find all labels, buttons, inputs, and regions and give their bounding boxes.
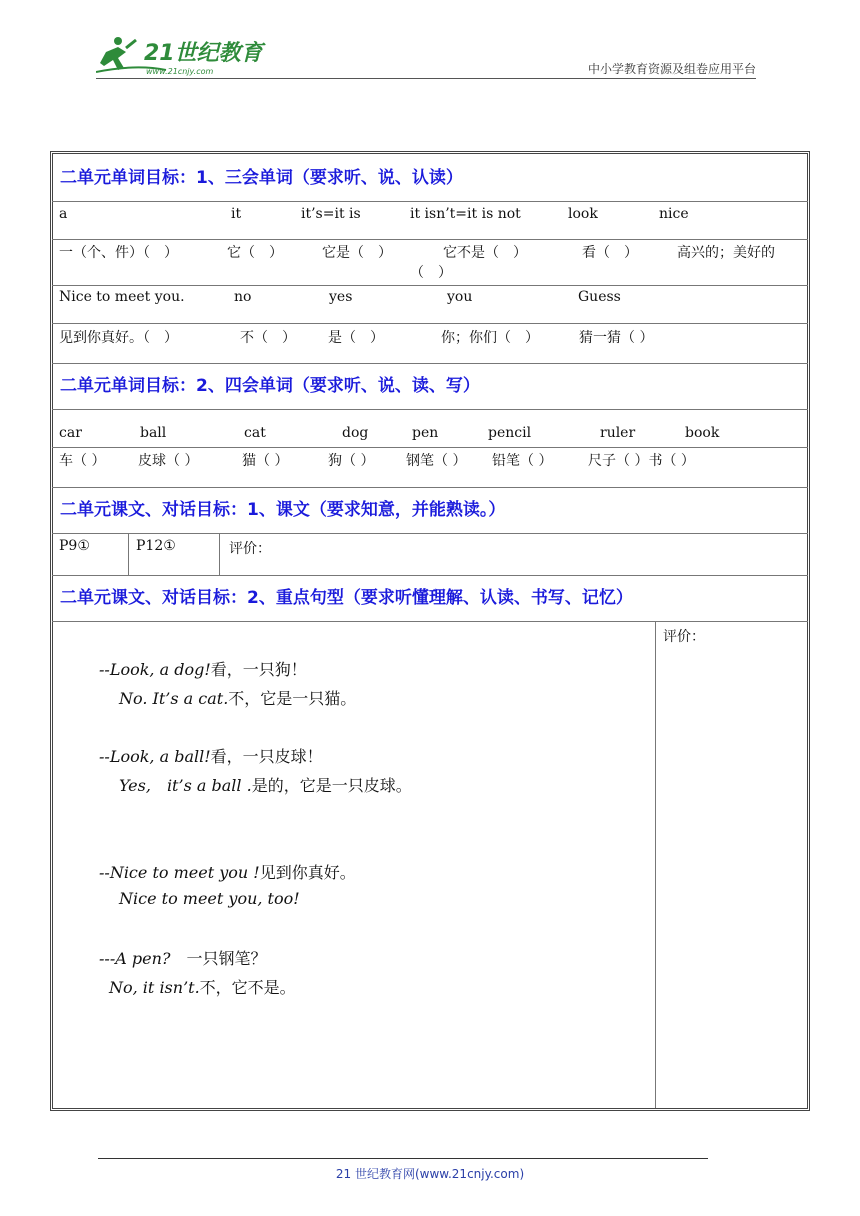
dialog-line-6: Nice to meet you, too! [119, 889, 300, 908]
dialog-line-7: ---A pen? 一只钢笔？ [99, 949, 267, 968]
word-its: it’s=it is [301, 206, 361, 222]
platform-name: 中小学教育资源及组卷应用平台 [587, 62, 756, 76]
logo-text: 21世纪教育 [144, 41, 263, 66]
dialog-line-8: No, it isn’t.不，它不是。 [109, 978, 296, 997]
word-ball: ball [140, 425, 167, 441]
word-a: a [59, 206, 68, 222]
section-2-meanings-row [52, 448, 808, 488]
section-1-title: 二单元单词目标：1、三会单词（要求听、说、认读） [60, 168, 463, 188]
meaning-a: 一（个、件）（ ） [59, 245, 178, 261]
pages-divider-2 [219, 534, 220, 576]
word-guess: Guess [578, 289, 621, 305]
meaning-it-isnt: 它不是（ ） [443, 245, 527, 261]
section-2-header [52, 364, 808, 410]
meaning-it: 它（ ） [227, 245, 283, 261]
section-4-header [52, 576, 808, 622]
word-pencil: pencil [488, 425, 532, 441]
meaning-look: 看（ ） [582, 245, 638, 261]
meaning-yes: 是（ ） [328, 330, 384, 346]
section-3-evaluation-label: 评价： [229, 541, 271, 557]
meaning-guess: 猜一猜（ ） [579, 330, 654, 346]
section-2-title: 二单元单词目标：2、四会单词（要求听、说、读、写） [60, 376, 480, 396]
section-2-words-row [52, 410, 808, 448]
dialog-eval-divider [655, 622, 656, 1108]
meaning-no: 不（ ） [240, 330, 296, 346]
dialog-line-4: Yes, it’s a ball .是的，它是一只皮球。 [119, 776, 412, 795]
section-1-meanings-row [52, 240, 808, 286]
section-3-title: 二单元课文、对话目标：1、课文（要求知意，并能熟读。） [60, 500, 506, 520]
word-car: car [59, 425, 82, 441]
word-it: it [231, 206, 242, 222]
page-header [0, 0, 860, 90]
dialog-line-1: --Look, a dog!看，一只狗！ [99, 660, 307, 679]
logo-url: www.21cnjy.com [146, 67, 214, 76]
dialog-line-2: No. It’s a cat.不，它是一只猫。 [119, 689, 357, 708]
footer-divider [98, 1158, 708, 1159]
dialog-line-5: --Nice to meet you !见到你真好。 [99, 863, 356, 882]
word-nice: nice [659, 206, 689, 222]
meaning-nice: 高兴的；美好的 [677, 245, 775, 261]
section-1-words-row-2 [52, 286, 808, 324]
meaning-its: 它是（ ） [322, 245, 392, 261]
word-book: book [685, 425, 720, 441]
word-no: no [234, 289, 252, 305]
meaning-pen: 钢笔（ ） [406, 453, 467, 469]
word-look: look [568, 206, 598, 222]
word-pen: pen [412, 425, 439, 441]
word-it-isnt: it isn’t=it is not [410, 206, 521, 222]
section-1-header [52, 156, 808, 202]
runner-logo-icon [96, 34, 266, 78]
meaning-ball: 皮球（ ） [138, 453, 199, 469]
section-4-title: 二单元课文、对话目标：2、重点句型（要求听懂理解、认读、书写、记忆） [60, 588, 633, 608]
meaning-car: 车（ ） [59, 453, 106, 469]
meaning-you: 你；你们（ ） [441, 330, 539, 346]
page-p12: P12① [136, 538, 176, 554]
section-1-meanings-row-2 [52, 324, 808, 364]
logo [96, 34, 266, 78]
meaning-dog: 狗（ ） [328, 453, 375, 469]
meaning-nice-blank: （ ） [410, 265, 452, 281]
section-3-header [52, 488, 808, 534]
footer-text: 21 世纪教育网(www.21cnjy.com) [335, 1167, 525, 1181]
meaning-nice-to-meet-you: 见到你真好。（ ） [59, 330, 178, 346]
word-you: you [447, 289, 473, 305]
word-nice-to-meet-you: Nice to meet you. [59, 289, 185, 305]
header-divider [96, 78, 756, 79]
word-ruler: ruler [600, 425, 636, 441]
meaning-cat: 猫（ ） [242, 453, 289, 469]
section-1-words-row [52, 202, 808, 240]
section-3-pages-row [52, 534, 808, 576]
meaning-pencil: 铅笔（ ） [492, 453, 553, 469]
pages-divider-1 [128, 534, 129, 576]
word-cat: cat [244, 425, 266, 441]
dialog-line-3: --Look, a ball!看，一只皮球！ [99, 747, 323, 766]
page-p9: P9① [59, 538, 90, 554]
word-yes: yes [329, 289, 353, 305]
section-4-evaluation-label: 评价： [663, 629, 705, 645]
word-dog: dog [342, 425, 369, 441]
meaning-ruler-book: 尺子（ ）书（ ） [588, 453, 695, 469]
